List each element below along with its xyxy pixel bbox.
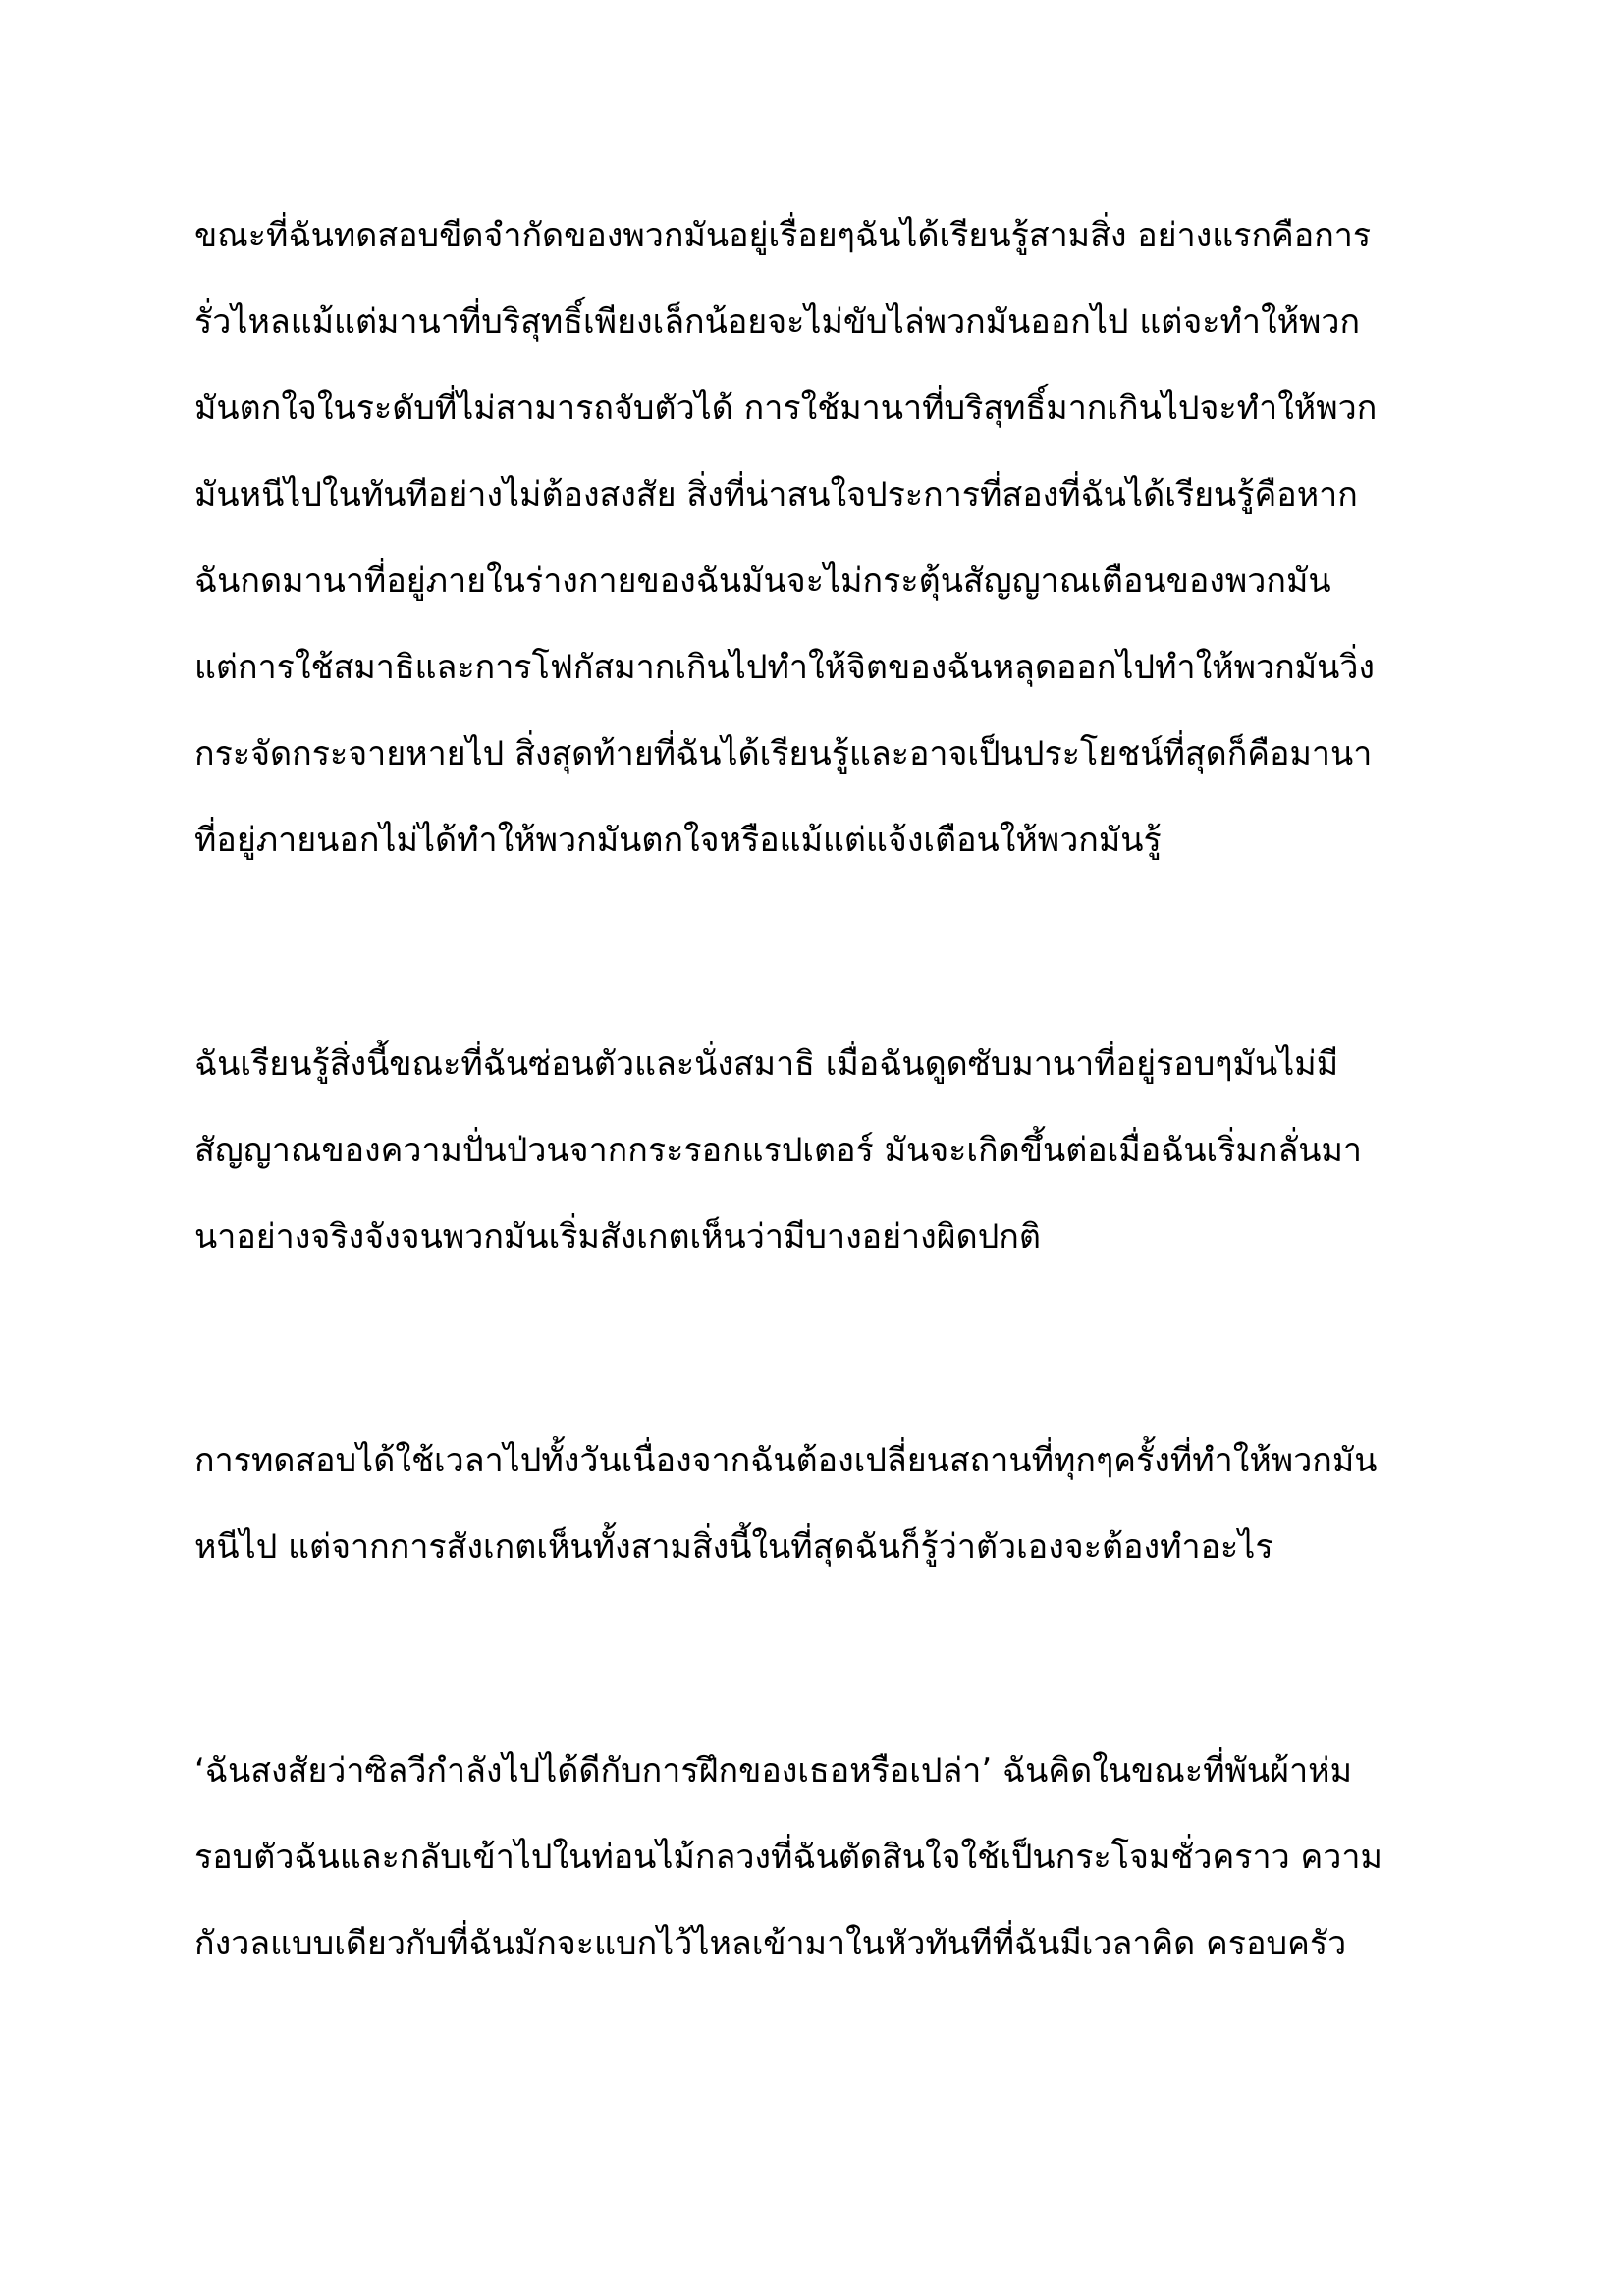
paragraph-4 bbox=[194, 1728, 1471, 1987]
text-line: แต่การใช้สมาธิและการโฟกัสมากเกินไปทำให้จิตของฉันหลุดออกไปทำให้พวกมันวิ่ง bbox=[194, 648, 1376, 687]
text-line: ‘ฉันสงสัยว่าซิลวีกำลังไปได้ดีกับการฝึกของเธอหรือเปล่า’ ฉันคิดในขณะที่พันผ้าห่ม bbox=[194, 1751, 1353, 1790]
paragraph-3 bbox=[194, 1417, 1471, 1590]
text-line: ฉันเรียนรู้สิ่งนี้ขณะที่ฉันซ่อนตัวและนั่งสมาธิ เมื่อฉันดูดซับมานาที่อยู่รอบๆมันไม่มี bbox=[194, 1044, 1339, 1084]
text-line: รอบตัวฉันและกลับเข้าไปในท่อนไม้กลวงที่ฉันตัดสินใจใช้เป็นกระโจมชั่วคราว ความ bbox=[194, 1838, 1382, 1877]
paragraph-1 bbox=[194, 192, 1471, 883]
text-line: การทดสอบได้ใช้เวลาไปทั้งวันเนื่องจากฉันต้องเปลี่ยนสถานที่ทุกๆครั้งที่ทำให้พวกมัน bbox=[194, 1441, 1378, 1480]
text-line: กระจัดกระจายหายไป สิ่งสุดท้ายที่ฉันได้เรียนรู้และอาจเป็นประโยชน์ที่สุดก็คือมานา bbox=[194, 734, 1373, 774]
text-line: ที่อยู่ภายนอกไม่ได้ทำให้พวกมันตกใจหรือแม้แต่แจ้งเตือนให้พวกมันรู้ bbox=[194, 821, 1162, 860]
text-line: หนีไป แต่จากการสังเกตเห็นทั้งสามสิ่งนี้ในที่สุดฉันก็รู้ว่าตัวเองจะต้องทำอะไร bbox=[194, 1527, 1273, 1567]
text-line: กังวลแบบเดียวกับที่ฉันมักจะแบกไว้ไหลเข้ามาในหัวทันทีที่ฉันมีเวลาคิด ครอบครัว bbox=[194, 1924, 1347, 1963]
text-line: ฉันกดมานาที่อยู่ภายในร่างกายของฉันมันจะไม่กระตุ้นสัญญาณเตือนของพวกมัน bbox=[194, 561, 1331, 601]
text-line: มันหนีไปในทันทีอย่างไม่ต้องสงสัย สิ่งที่น่าสนใจประการที่สองที่ฉันได้เรียนรู้คือหาก bbox=[194, 475, 1358, 514]
text-line: มันตกใจในระดับที่ไม่สามารถจับตัวได้ การใช้มานาที่บริสุทธิ์มากเกินไปจะทำให้พวก bbox=[194, 389, 1378, 428]
text-line: สัญญาณของความปั่นป่วนจากกระรอกแรปเตอร์ มันจะเกิดขึ้นต่อเมื่อฉันเริ่มกลั่นมา bbox=[194, 1131, 1363, 1170]
text-line: ขณะที่ฉันทดสอบขีดจำกัดของพวกมันอยู่เรื่อยๆฉันได้เรียนรู้สามสิ่ง อย่างแรกคือการ bbox=[194, 216, 1372, 255]
text-line: รั่วไหลแม้แต่มานาที่บริสุทธิ์เพียงเล็กน้อยจะไม่ขับไล่พวกมันออกไป แต่จะทำให้พวก bbox=[194, 302, 1361, 342]
text-line: นาอย่างจริงจังจนพวกมันเริ่มสังเกตเห็นว่ามีบางอย่างผิดปกติ bbox=[194, 1217, 1041, 1256]
paragraph-2 bbox=[194, 1021, 1471, 1280]
